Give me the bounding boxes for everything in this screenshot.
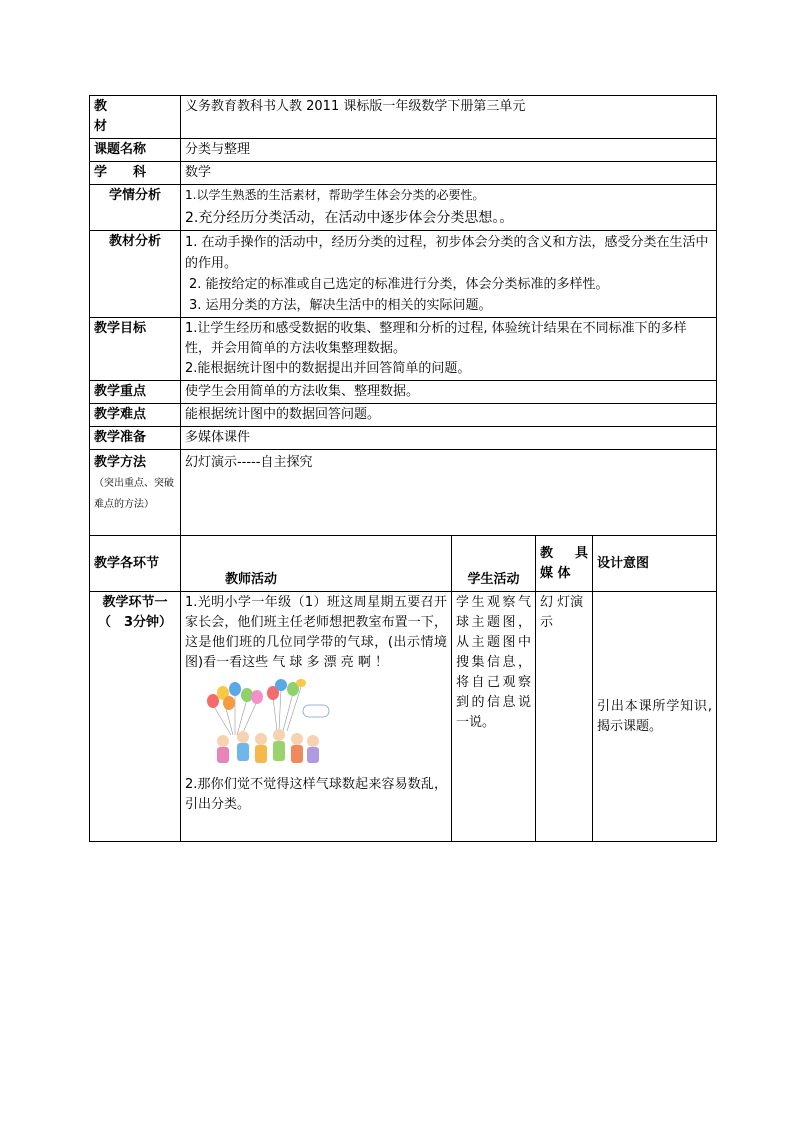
header-media: 教 具 媒 体 — [536, 536, 593, 592]
material-analysis-item: 1. 在动手操作的活动中，经历分类的过程，初步体会分类的含义和方法，感受分类在生活中的作用。 — [185, 235, 709, 271]
value-preparation: 多媒体课件 — [181, 427, 717, 450]
row-key-point — [90, 381, 717, 404]
value-key-point: 使学生会用简单的方法收集、整理数据。 — [181, 381, 717, 404]
header-teacher: 教师活动 — [181, 536, 452, 592]
stage1-duration: （ 3分钟） — [97, 615, 173, 630]
header-student: 学生活动 — [452, 536, 536, 592]
value-method: 幻灯演示-----自主探究 — [181, 450, 717, 536]
label-difficulty: 教学难点 — [90, 404, 181, 427]
value-learner-analysis — [181, 185, 717, 231]
balloon-children-illustration — [203, 679, 333, 771]
material-analysis-item: 2. 能按给定的标准或自己选定的标准进行分类，体会分类标准的多样性。 — [189, 277, 609, 292]
teacher-paragraph-1: 1.光明小学一年级（1）班这周星期五要召开家长会，他们班主任老师想把教室布置一下，这是他们班的几位同学带的气球，(出示情境图)看一看这些 气 球 多 漂 亮 啊 ！ — [185, 595, 447, 670]
stage1-media: 幻 灯演示 — [536, 592, 593, 842]
stage1-label: 教学环节一 — [102, 595, 168, 610]
value-textbook: 义务教育教科书人教 2011 课标版一年级数学下册第三单元 — [181, 96, 717, 139]
value-goals — [181, 318, 717, 381]
row-process-header — [90, 536, 717, 592]
row-learner-analysis — [90, 185, 717, 231]
label-subject: 学 科 — [90, 162, 181, 185]
row-stage1 — [90, 592, 717, 842]
stage1-intent: 引出本课所学知识,揭示课题。 — [593, 592, 717, 842]
teacher-paragraph-2: 2.那你们觉不觉得这样气球数起来容易数乱，引出分类。 — [185, 777, 447, 812]
value-material-analysis — [181, 231, 717, 318]
row-material-analysis — [90, 231, 717, 318]
row-difficulty — [90, 404, 717, 427]
label-method: 教学方法 （突出重点、突破难点的方法） — [90, 450, 181, 536]
label-textbook: 教 材 — [90, 96, 181, 139]
row-method — [90, 450, 717, 536]
goals-item: 1.让学生经历和感受数据的收集、整理和分析的过程, 体验统计结果在不同标准下的多样性，并会用简单的方法收集整理数据。 — [185, 321, 687, 356]
lesson-plan-table — [89, 95, 717, 842]
label-topic: 课题名称 — [90, 139, 181, 162]
value-subject: 数学 — [181, 162, 717, 185]
goals-item: 2.能根据统计图中的数据提出并回答简单的问题。 — [185, 361, 471, 376]
stage1-student-activity: 学生观察气球主题图，从主题图中搜集信息，将自己观察到的信息说一说。 — [452, 592, 536, 842]
label-key-point: 教学重点 — [90, 381, 181, 404]
row-topic — [90, 139, 717, 162]
learner-analysis-item: 2.充分经历分类活动，在活动中逐步体会分类思想。。 — [185, 210, 514, 226]
header-intent: 设计意图 — [593, 536, 717, 592]
label-material-analysis: 教材分析 — [90, 231, 181, 318]
label-preparation: 教学准备 — [90, 427, 181, 450]
value-difficulty: 能根据统计图中的数据回答问题。 — [181, 404, 717, 427]
label-learner-analysis: 学情分析 — [90, 185, 181, 231]
row-textbook — [90, 96, 717, 139]
material-analysis-item: 3. 运用分类的方法，解决生活中的相关的实际问题。 — [189, 298, 492, 313]
stage1-teacher-activity — [181, 592, 452, 842]
stage1-label-cell — [90, 592, 181, 842]
label-goals: 教学目标 — [90, 318, 181, 381]
header-stage: 教学各环节 — [90, 536, 181, 592]
value-topic: 分类与整理 — [181, 139, 717, 162]
method-note: （突出重点、突破难点的方法） — [94, 478, 174, 510]
row-goals — [90, 318, 717, 381]
row-preparation — [90, 427, 717, 450]
row-subject — [90, 162, 717, 185]
learner-analysis-item: 1.以学生熟悉的生活素材，帮助学生体会分类的必要性。 — [185, 188, 485, 202]
